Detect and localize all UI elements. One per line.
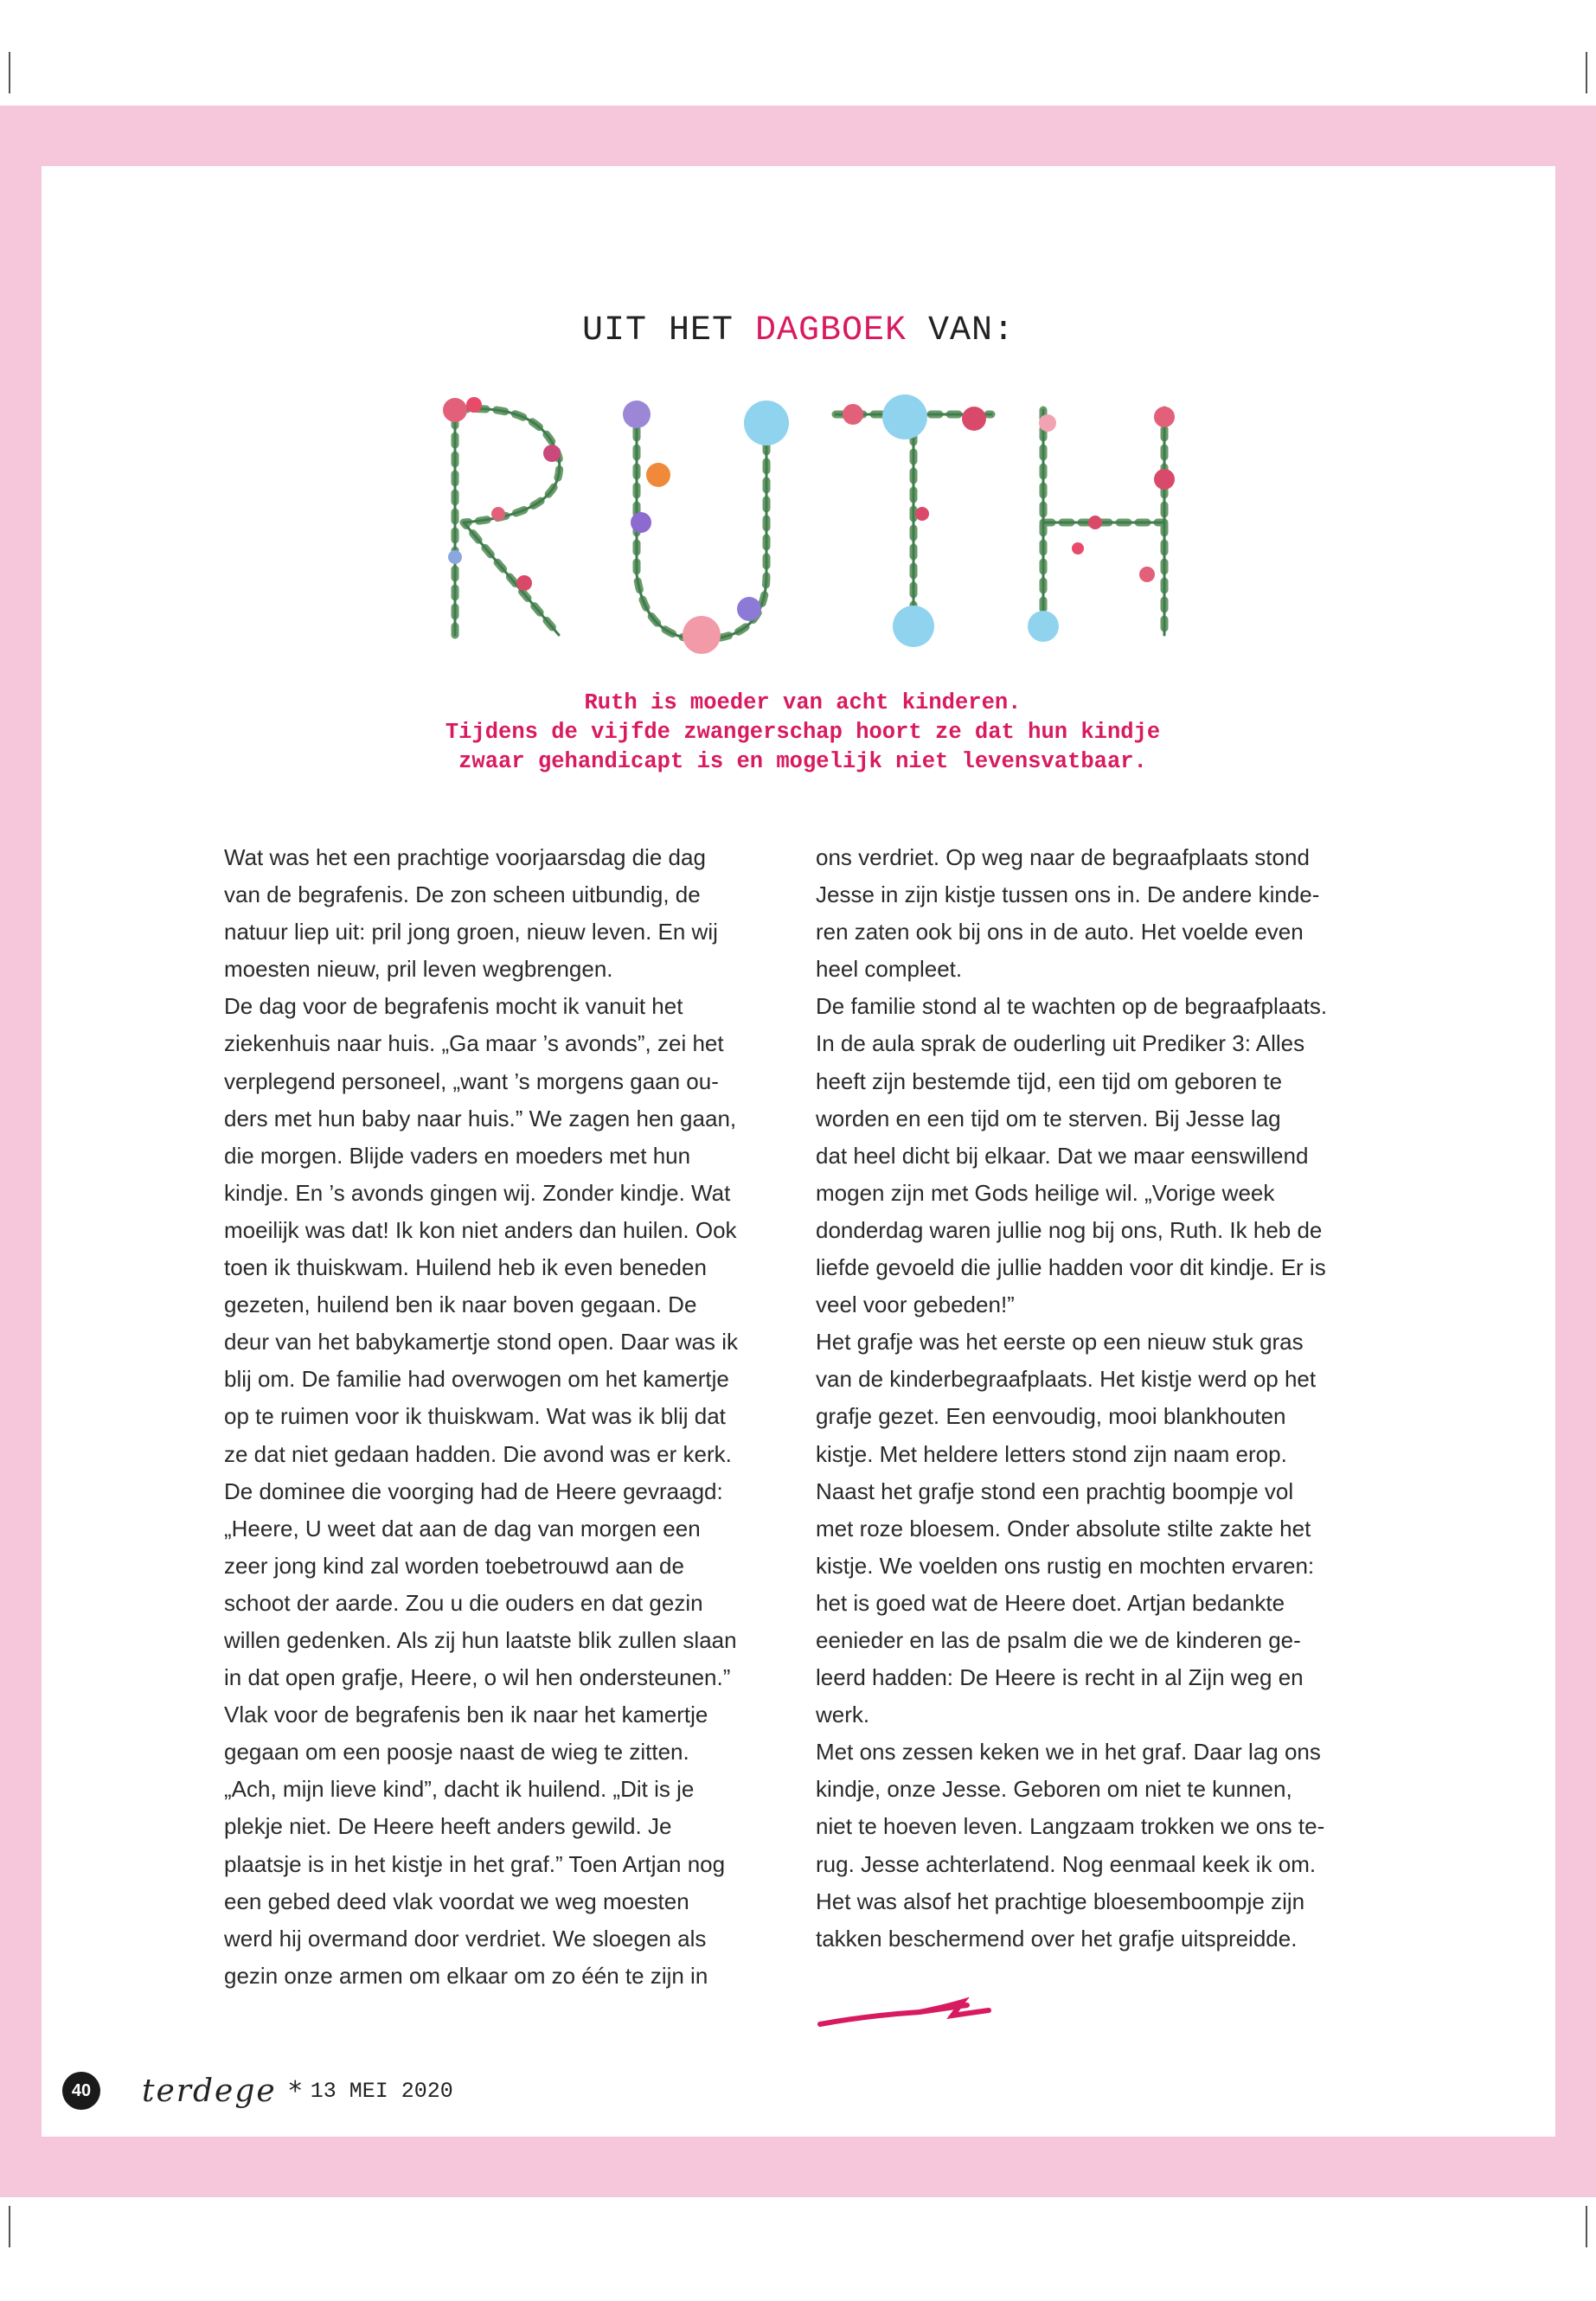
- signature-mark: [816, 1990, 1015, 2033]
- body-text-line: van de kinderbegraafplaats. Het kistje werd op het: [816, 1366, 1317, 1393]
- body-text-line: ze dat niet gedaan hadden. Die avond was er kerk.: [224, 1440, 732, 1467]
- body-text-line: ons verdriet. Op weg naar de begraafplaats stond: [816, 844, 1310, 870]
- issue-date: 13 MEI 2020: [310, 2078, 453, 2104]
- crop-mark: [1586, 52, 1587, 93]
- body-text-line: heeft zijn bestemde tijd, een tijd om geboren te: [816, 1067, 1283, 1094]
- article-page: [42, 166, 1555, 2137]
- body-text-line: werk.: [816, 1702, 870, 1728]
- body-text-line: Het was alsof het prachtige bloesemboompje zijn: [816, 1888, 1305, 1914]
- body-text-line: ziekenhuis naar huis. „Ga maar ’s avonds”, zei het: [224, 1030, 724, 1057]
- page-footer: [62, 2065, 453, 2117]
- body-text-line: heel compleet.: [816, 956, 963, 983]
- body-text-line: Wat was het een prachtige voorjaarsdag die dag: [224, 844, 706, 870]
- body-text-line: „Heere, U weet dat aan de dag van morgen een: [224, 1515, 701, 1541]
- body-text-line: gezin onze armen om elkaar om zo één te zijn in: [224, 1962, 708, 1989]
- body-text-line: blij om. De familie had overwogen om het kamertje: [224, 1366, 729, 1393]
- body-text-line: niet te hoeven leven. Langzaam trokken we ons te-: [816, 1813, 1325, 1840]
- body-text-line: willen gedenken. Als zij hun laatste blik zullen slaan: [224, 1626, 737, 1653]
- body-text-line: Vlak voor de begrafenis ben ik naar het kamertje: [224, 1702, 708, 1728]
- intro-text: [327, 689, 1279, 777]
- body-text-line: moesten nieuw, pril leven wegbrengen.: [224, 956, 613, 983]
- body-text-line: zeer jong kind zal worden toebetrouwd aan de: [224, 1552, 684, 1579]
- body-text-line: het is goed wat de Heere doet. Artjan bedankte: [816, 1589, 1285, 1616]
- body-text-line: moeilijk was dat! Ik kon niet anders dan huilen. Ook: [224, 1216, 737, 1243]
- body-text-line: ren zaten ook bij ons in de auto. Het voelde even: [816, 919, 1304, 945]
- body-text-line: donderdag waren jullie nog bij ons, Ruth. Ik heb de: [816, 1216, 1323, 1243]
- body-text-line: schoot der aarde. Zou u die ouders en dat gezin: [224, 1589, 703, 1616]
- body-text-line: kindje, onze Jesse. Geboren om niet te kunnen,: [816, 1776, 1292, 1803]
- body-text-line: plaatsje is in het kistje in het graf.” Toen Artjan nog: [224, 1850, 726, 1877]
- crop-mark: [1586, 2206, 1587, 2247]
- body-text-line: van de begrafenis. De zon scheen uitbundig, de: [224, 881, 701, 908]
- body-text-line: toen ik thuiskwam. Huilend heb ik even beneden: [224, 1254, 707, 1281]
- body-text-line: Het grafje was het eerste op een nieuw stuk gras: [816, 1329, 1304, 1356]
- body-text-line: met roze bloesem. Onder absolute stilte zakte het: [816, 1515, 1311, 1541]
- body-text-line: gegaan om een poosje naast de wieg te zitten.: [224, 1739, 689, 1766]
- body-text-line: „Ach, mijn lieve kind”, dacht ik huilend. „Dit is je: [224, 1776, 695, 1803]
- body-text-line: een gebed deed vlak voordat we weg moesten: [224, 1888, 689, 1914]
- body-text-line: plekje niet. De Heere heeft anders gewild. Je: [224, 1813, 672, 1840]
- body-text-line: gezeten, huilend ben ik naar boven gegaan. De: [224, 1292, 697, 1318]
- body-text-line: die morgen. Blijde vaders en moeders met hun: [224, 1142, 691, 1169]
- intro-line: Ruth is moeder van acht kinderen.: [584, 690, 1022, 715]
- body-text-line: kistje. We voelden ons rustig en mochten ervaren:: [816, 1552, 1315, 1579]
- body-text-line: mogen zijn met Gods heilige wil. „Vorige week: [816, 1179, 1275, 1206]
- body-text-line: liefde gevoeld die jullie hadden voor dit kindje. Er is: [816, 1254, 1326, 1281]
- body-text-line: dat heel dicht bij elkaar. Dat we maar eenswillend: [816, 1142, 1309, 1169]
- body-text-line: takken beschermend over het grafje uitspreidde.: [816, 1925, 1298, 1952]
- body-column-left: [224, 839, 821, 1995]
- crop-mark: [9, 2206, 10, 2247]
- body-text-line: ders met hun baby naar huis.” We zagen hen gaan,: [224, 1105, 737, 1131]
- body-text-line: rug. Jesse achterlatend. Nog eenmaal keek ik om.: [816, 1850, 1317, 1877]
- body-text-line: kistje. Met heldere letters stond zijn naam erop.: [816, 1440, 1287, 1467]
- kicker-accent: DAGBOEK: [754, 311, 907, 350]
- body-text-line: deur van het babykamertje stond open. Daar was ik: [224, 1329, 739, 1356]
- body-column-right: [816, 839, 1421, 1958]
- body-text-line: leerd hadden: De Heere is recht in al Zijn weg en: [816, 1664, 1304, 1691]
- intro-line: zwaar gehandicapt is en mogelijk niet levensvatbaar.: [458, 749, 1147, 774]
- floral-title-ruth: [403, 375, 1225, 670]
- page-number: 40: [62, 2072, 100, 2110]
- body-text-line: De dag voor de begrafenis mocht ik vanuit het: [224, 993, 683, 1020]
- body-text-line: op te ruimen voor ik thuiskwam. Wat was ik blij dat: [224, 1403, 726, 1430]
- separator-star: *: [288, 2075, 302, 2106]
- body-text-line: in dat open grafje, Heere, o wil hen ondersteunen.”: [224, 1664, 731, 1691]
- body-text-line: De familie stond al te wachten op de begraafplaats.: [816, 993, 1328, 1020]
- body-text-line: veel voor gebeden!”: [816, 1292, 1015, 1318]
- intro-line: Tijdens de vijfde zwangerschap hoort ze dat hun kindje: [445, 720, 1161, 745]
- body-text-line: werd hij overmand door verdriet. We sloegen als: [224, 1925, 707, 1952]
- body-text-line: De dominee die voorging had de Heere gevraagd:: [224, 1477, 723, 1504]
- body-text-line: Naast het grafje stond een prachtig boompje vol: [816, 1477, 1294, 1504]
- body-text-line: worden en een tijd om te sterven. Bij Jesse lag: [816, 1105, 1281, 1131]
- body-text-line: eenieder en las de psalm die we de kinderen ge-: [816, 1626, 1301, 1653]
- magazine-brand: terdege: [142, 2073, 277, 2109]
- section-kicker: [42, 311, 1555, 350]
- body-text-line: verplegend personeel, „want ’s morgens gaan ou-: [224, 1067, 719, 1094]
- body-text-line: Jesse in zijn kistje tussen ons in. De andere kinde-: [816, 881, 1320, 908]
- crop-mark: [9, 52, 10, 93]
- body-text-line: Met ons zessen keken we in het graf. Daar lag ons: [816, 1739, 1321, 1766]
- body-text-line: natuur liep uit: pril jong groen, nieuw leven. En wij: [224, 919, 718, 945]
- body-text-line: In de aula sprak de ouderling uit Prediker 3: Alles: [816, 1030, 1305, 1057]
- body-text-line: kindje. En ’s avonds gingen wij. Zonder kindje. Wat: [224, 1179, 731, 1206]
- kicker-suffix: VAN:: [928, 311, 1016, 350]
- kicker-prefix: UIT HET: [581, 311, 734, 350]
- body-text-line: grafje gezet. Een eenvoudig, mooi blankhouten: [816, 1403, 1286, 1430]
